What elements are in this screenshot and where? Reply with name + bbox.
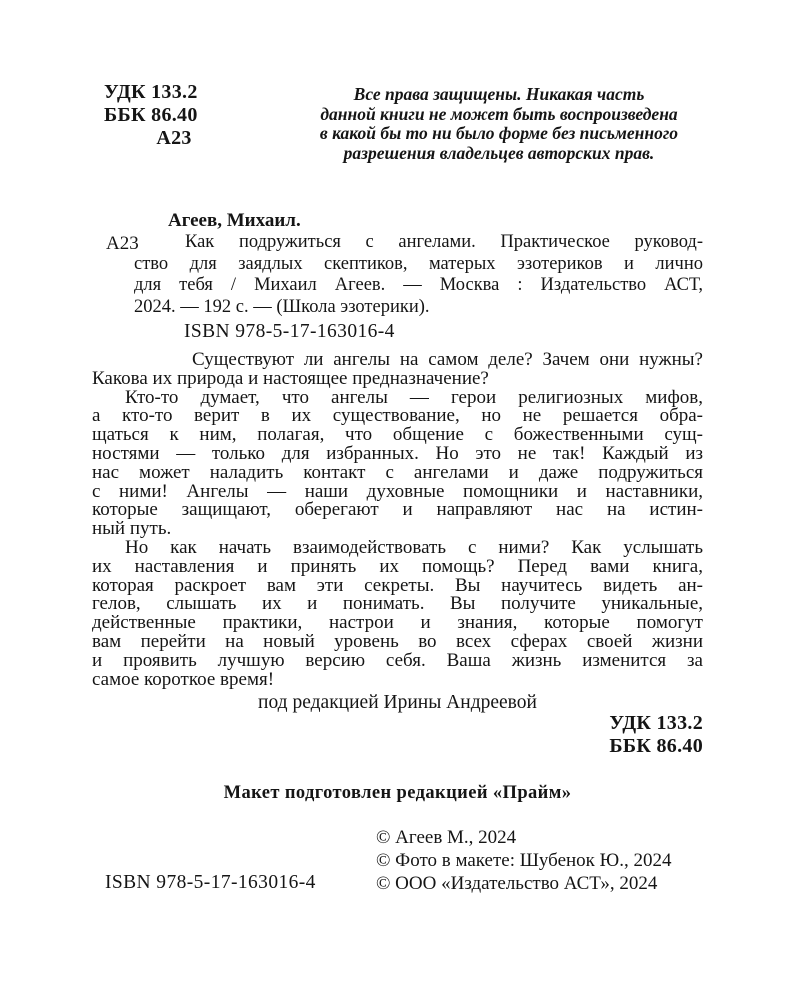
text-line: которые защищают, оберегают и направляют нас на истин- [92,499,703,521]
text-line: гелов, слышать их и понимать. Вы получите уникальные, [92,593,703,615]
isbn-top: ISBN 978-5-17-163016-4 [184,321,395,342]
layout-credit: Макет подготовлен редакцией «Прайм» [223,783,572,803]
annotation [92,351,703,689]
text-line: Какова их природа и настоящее предназначение? [92,367,489,389]
bottom-classification-codes [609,712,703,757]
catalog-margin-code: А23 [106,233,139,254]
text-line: Как подружиться с ангелами. Практическое руковод- [185,232,703,252]
text-line: Но как начать взаимодействовать с ними? Как услышать [125,536,703,558]
text-line: данной книги не может быть воспроизведена [320,103,678,124]
author-sign-code: А23 [156,127,192,149]
text-line: их наставления и принять их помощь? Перед вами книга, [92,555,703,577]
bbk-code: ББК 86.40 [104,104,198,126]
text-line: в какой бы то ни было форме без письменного [319,123,679,143]
isbn-bottom: ISBN 978-5-17-163016-4 [105,872,316,893]
text-line: ностями — только для избранных. Но это не так! Каждый из [92,442,703,464]
editor-credit: под редакцией Ирины Андреевой [258,692,537,713]
text-line: самое короткое время! [92,668,275,690]
catalog-entry [134,232,703,318]
annotation-paragraph-2 [92,386,703,540]
text-line: 2024. — 192 с. — (Школа эзотерики). [134,296,430,317]
text-line: Все права защищены. Никакая часть [353,84,645,104]
udk-code: УДК 133.2 [104,81,198,103]
text-line: ство для заядлых скептиков, матерых эзотериков и лично [134,253,703,274]
text-line: и проявить лучшую версию себя. Ваша жизнь изменится за [92,649,703,671]
bbk-code-bottom: ББК 86.40 [609,734,703,757]
text-line: щаться к ним, полагая, что общение с божественными сущ- [92,424,703,446]
rights-notice [294,85,704,163]
text-line: нас может наладить контакт с ангелами и даже подружиться [92,461,703,483]
text-line: а кто-то верит в их существование, но не решается обра- [92,405,703,427]
text-line: действенные практики, настрои и знания, которые помогут [92,612,703,634]
text-line: © Агеев М., 2024 [376,827,517,848]
annotation-paragraph-3 [92,536,703,690]
udk-code-bottom: УДК 133.2 [609,712,703,734]
text-line: которая раскроет вам эти секреты. Вы научитесь видеть ан- [92,574,703,596]
classification-codes [104,81,230,150]
text-line: с ними! Ангелы — наши духовные помощники и наставники, [92,480,703,502]
author-heading: Агеев, Михаил. [168,210,301,231]
text-line: вам перейти на новый уровень во всех сферах своей жизни [92,630,703,652]
copyright-block [376,826,671,895]
annotation-paragraph-1 [92,351,703,389]
text-line: для тебя / Михаил Агеев. — Москва : Издательство АСТ, [134,275,703,295]
text-line: ный путь. [92,518,172,540]
text-line: © Фото в макете: Шубенок Ю., 2024 [376,850,672,871]
text-line: Кто-то думает, что ангелы — герои религиозных мифов, [125,386,703,408]
text-line: разрешения владельцев авторских прав. [343,142,655,163]
text-line: © ООО «Издательство АСТ», 2024 [376,873,658,894]
text-line: Существуют ли ангелы на самом деле? Зачем они нужны? [192,349,703,370]
